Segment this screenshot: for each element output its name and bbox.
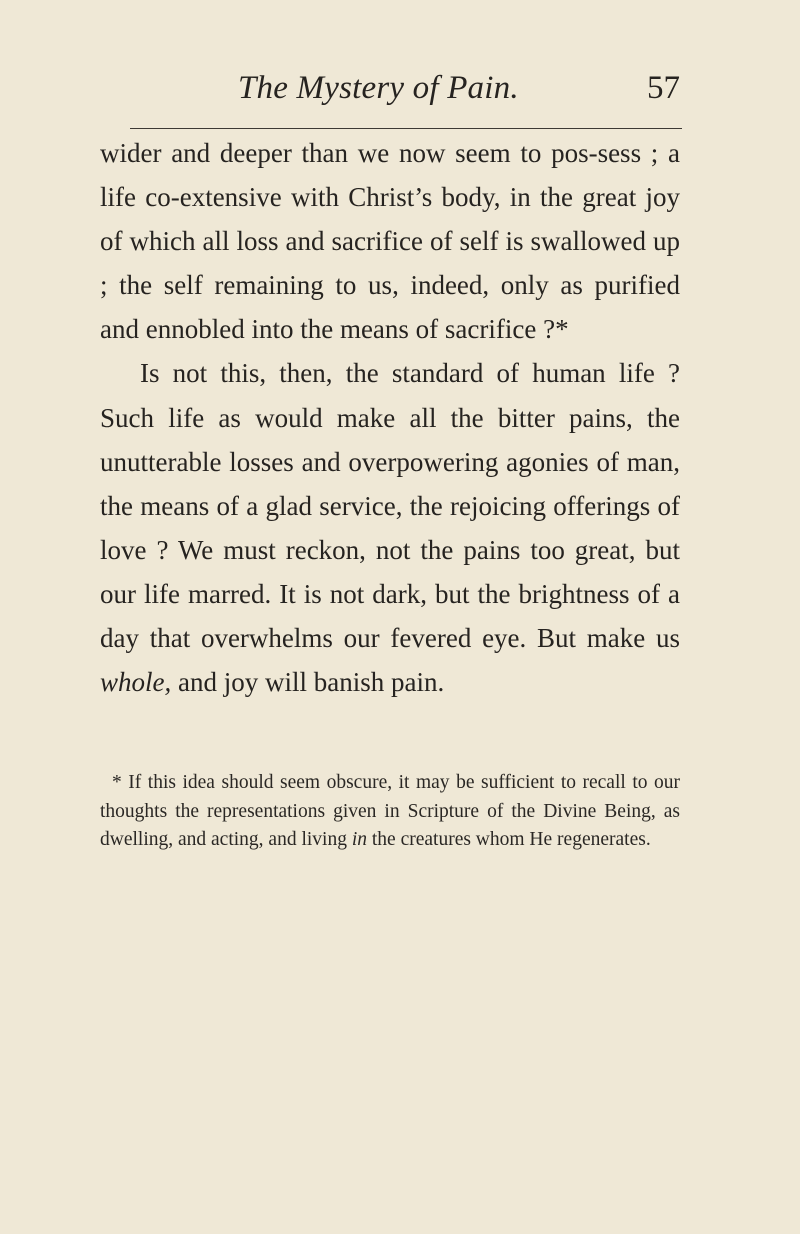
running-head [100,70,680,116]
body-text [100,131,680,704]
footnote-paragraph [100,769,680,855]
page-number: 57 [647,70,680,106]
header-rule [130,128,682,129]
footnote-emphasis: in [351,829,367,850]
footnote-text: * If this idea should seem obscure, it may be sufficient to recall to our thoughts the representations given in Scripture of the Divine Being, as dwelling, and acting, and living [100,772,680,850]
emphasis-text: whole, [100,667,172,698]
paragraph-continued: wider and deeper than we now seem to pos-sess ; a life co-extensive with Christ’s body, in the great joy of which all loss and sacrifice of self is swallowed up ; the self remaining to us, indeed, only as purified and ennobled into the means of sacrifice ?* [100,138,680,345]
paragraph [100,351,680,704]
paragraph-text-end: and joy will banish pain. [171,667,445,698]
footnote [100,769,680,855]
running-title: The Mystery of Pain. [238,70,519,106]
paragraph-text: Is not this, then, the standard of human life ? Such life as would make all the bitter pains, the unutterable losses and overpowering agonies of man, the means of a glad service, the rejoicing offerings of love ? We must reckon, not the pains too great, but our life marred. It is not dark, but the brightness of a day that overwhelms our fevered eye. But make us [100,358,680,654]
footnote-text-end: the creatures whom He regenerates. [367,829,651,850]
